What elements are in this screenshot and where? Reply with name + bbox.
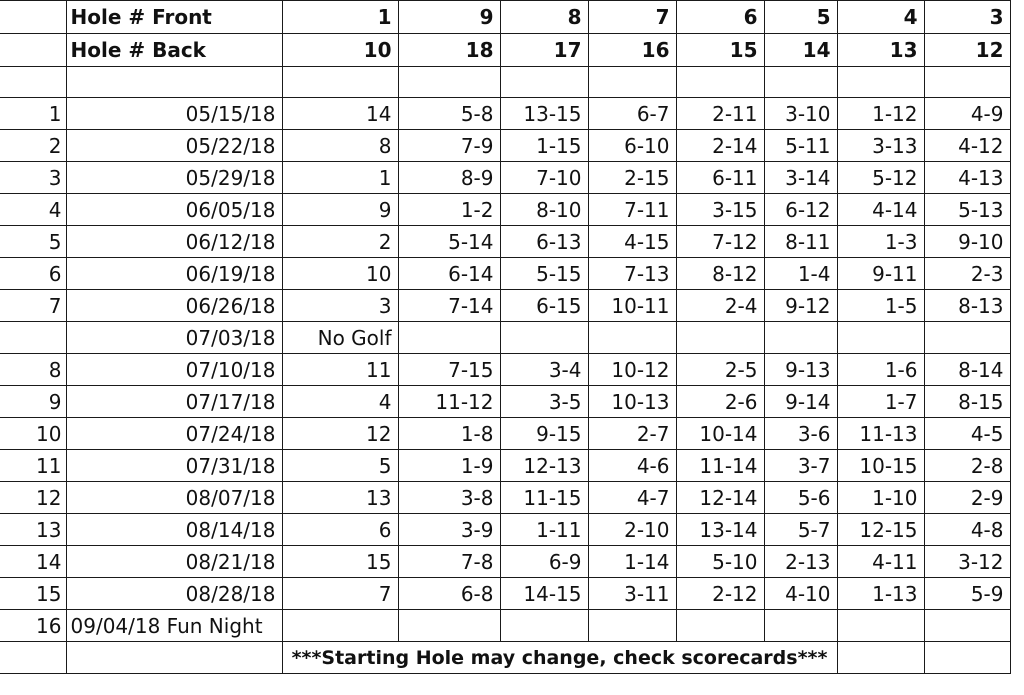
pairing-cell: 2-3 <box>924 258 1010 290</box>
week-date: 08/07/18 <box>66 482 282 514</box>
pairing-cell: 6-10 <box>588 130 676 162</box>
schedule-row <box>0 482 1010 514</box>
pairing-cell: 11 <box>282 354 398 386</box>
pairing-cell: 3-11 <box>588 578 676 610</box>
pairing-cell: 1-10 <box>837 482 924 514</box>
week-date: 07/24/18 <box>66 418 282 450</box>
empty-cell <box>837 642 924 674</box>
pairing-cell: 2 <box>282 226 398 258</box>
pairing-cell: 5-6 <box>764 482 837 514</box>
pairing-cell: 13-15 <box>500 98 588 130</box>
empty-cell <box>588 610 676 642</box>
week-date: 07/17/18 <box>66 386 282 418</box>
empty-cell <box>924 610 1010 642</box>
footnote-row <box>0 642 1010 674</box>
pairing-cell: 2-13 <box>764 546 837 578</box>
pairing-cell: 3-7 <box>764 450 837 482</box>
front-hole-8: 3 <box>924 1 1010 34</box>
pairing-cell: 5-7 <box>764 514 837 546</box>
pairing-cell: 14 <box>282 98 398 130</box>
pairing-cell: 3-9 <box>398 514 500 546</box>
week-number: 11 <box>0 450 66 482</box>
pairing-cell: 7-10 <box>500 162 588 194</box>
pairing-cell: 10-12 <box>588 354 676 386</box>
pairing-cell: 8-13 <box>924 290 1010 322</box>
pairing-cell: 2-7 <box>588 418 676 450</box>
back-hole-4: 16 <box>588 34 676 67</box>
week-number <box>0 322 66 354</box>
week-number: 9 <box>0 386 66 418</box>
back-holes-row <box>0 34 1010 67</box>
pairing-cell: 1-6 <box>837 354 924 386</box>
schedule-row <box>0 546 1010 578</box>
week-date: 06/12/18 <box>66 226 282 258</box>
front-hole-5: 6 <box>676 1 764 34</box>
pairing-cell: 1-14 <box>588 546 676 578</box>
week-number: 13 <box>0 514 66 546</box>
empty-cell <box>837 67 924 98</box>
week-date: 08/28/18 <box>66 578 282 610</box>
pairing-cell: 2-11 <box>676 98 764 130</box>
week-number: 1 <box>0 98 66 130</box>
week-number: 10 <box>0 418 66 450</box>
week-date: 05/22/18 <box>66 130 282 162</box>
week-number: 16 <box>0 610 66 642</box>
pairing-cell: 4 <box>282 386 398 418</box>
week-date: 05/15/18 <box>66 98 282 130</box>
schedule-row <box>0 386 1010 418</box>
pairing-cell: 6-12 <box>764 194 837 226</box>
fun-night-row <box>0 610 1010 642</box>
pairing-cell: 1-13 <box>837 578 924 610</box>
pairing-cell: 4-9 <box>924 98 1010 130</box>
pairing-cell: 12-14 <box>676 482 764 514</box>
empty-cell <box>676 610 764 642</box>
pairing-cell: 5-12 <box>837 162 924 194</box>
pairing-cell: 2-9 <box>924 482 1010 514</box>
pairing-cell: 3-14 <box>764 162 837 194</box>
empty-cell <box>837 610 924 642</box>
front-hole-2: 9 <box>398 1 500 34</box>
pairing-cell: 6-7 <box>588 98 676 130</box>
front-hole-7: 4 <box>837 1 924 34</box>
pairing-cell: 6-11 <box>676 162 764 194</box>
pairing-cell: 4-5 <box>924 418 1010 450</box>
empty-cell <box>500 610 588 642</box>
pairing-cell: 13 <box>282 482 398 514</box>
pairing-cell: 7-14 <box>398 290 500 322</box>
empty-cell <box>0 67 66 98</box>
pairing-cell: 7-15 <box>398 354 500 386</box>
schedule-row <box>0 162 1010 194</box>
pairing-cell: 9 <box>282 194 398 226</box>
pairing-cell <box>764 322 837 354</box>
pairing-cell: 6-13 <box>500 226 588 258</box>
schedule-row <box>0 418 1010 450</box>
schedule-row <box>0 578 1010 610</box>
front-hole-3: 8 <box>500 1 588 34</box>
schedule-row <box>0 290 1010 322</box>
pairing-cell: 3 <box>282 290 398 322</box>
pairing-cell: 1-15 <box>500 130 588 162</box>
pairing-cell: 4-6 <box>588 450 676 482</box>
pairing-cell: 1-11 <box>500 514 588 546</box>
week-date: 07/10/18 <box>66 354 282 386</box>
schedule-row <box>0 98 1010 130</box>
pairing-cell: 3-4 <box>500 354 588 386</box>
week-number: 3 <box>0 162 66 194</box>
pairing-cell: 10-14 <box>676 418 764 450</box>
pairing-cell: 7-11 <box>588 194 676 226</box>
week-date: 05/29/18 <box>66 162 282 194</box>
pairing-cell: 4-13 <box>924 162 1010 194</box>
pairing-cell: 10-11 <box>588 290 676 322</box>
pairing-cell: 8-9 <box>398 162 500 194</box>
header-week-cell <box>0 1 66 34</box>
schedule-row <box>0 258 1010 290</box>
pairing-cell: 3-6 <box>764 418 837 450</box>
front-hole-1: 1 <box>282 1 398 34</box>
pairing-cell: 6-15 <box>500 290 588 322</box>
pairing-cell: 1-2 <box>398 194 500 226</box>
empty-cell <box>66 642 282 674</box>
pairing-cell: 5-13 <box>924 194 1010 226</box>
empty-cell <box>282 610 398 642</box>
pairing-cell: 1 <box>282 162 398 194</box>
week-date: 08/14/18 <box>66 514 282 546</box>
week-date: 07/03/18 <box>66 322 282 354</box>
pairing-cell: 2-12 <box>676 578 764 610</box>
pairing-cell: 7-9 <box>398 130 500 162</box>
pairing-cell: 1-12 <box>837 98 924 130</box>
pairing-cell: No Golf <box>282 322 398 354</box>
empty-cell <box>676 67 764 98</box>
schedule-row <box>0 130 1010 162</box>
pairing-cell: 11-14 <box>676 450 764 482</box>
pairing-cell: 1-5 <box>837 290 924 322</box>
pairing-cell: 1-7 <box>837 386 924 418</box>
pairing-cell: 4-14 <box>837 194 924 226</box>
front-hole-4: 7 <box>588 1 676 34</box>
pairing-cell: 4-15 <box>588 226 676 258</box>
pairing-cell: 1-9 <box>398 450 500 482</box>
week-number: 4 <box>0 194 66 226</box>
back-hole-2: 18 <box>398 34 500 67</box>
week-date: 08/21/18 <box>66 546 282 578</box>
pairing-cell: 8-10 <box>500 194 588 226</box>
pairing-cell: 6-14 <box>398 258 500 290</box>
week-date: 06/19/18 <box>66 258 282 290</box>
pairing-cell: 9-11 <box>837 258 924 290</box>
empty-cell <box>282 67 398 98</box>
pairing-cell: 5 <box>282 450 398 482</box>
pairing-cell: 8-12 <box>676 258 764 290</box>
pairing-cell: 10 <box>282 258 398 290</box>
schedule-row <box>0 322 1010 354</box>
pairing-cell <box>588 322 676 354</box>
pairing-cell: 1-3 <box>837 226 924 258</box>
pairing-cell <box>500 322 588 354</box>
week-number: 15 <box>0 578 66 610</box>
pairing-cell: 12-13 <box>500 450 588 482</box>
pairing-cell <box>837 322 924 354</box>
pairing-cell: 2-6 <box>676 386 764 418</box>
pairing-cell: 8-11 <box>764 226 837 258</box>
pairing-cell: 3-8 <box>398 482 500 514</box>
back-hole-6: 14 <box>764 34 837 67</box>
pairing-cell: 2-4 <box>676 290 764 322</box>
pairing-cell: 4-8 <box>924 514 1010 546</box>
week-number: 14 <box>0 546 66 578</box>
pairing-cell: 8-14 <box>924 354 1010 386</box>
empty-cell <box>66 67 282 98</box>
pairing-cell: 5-9 <box>924 578 1010 610</box>
week-number: 5 <box>0 226 66 258</box>
back-hole-1: 10 <box>282 34 398 67</box>
empty-cell <box>398 610 500 642</box>
fun-night-label: 09/04/18 Fun Night <box>66 610 282 642</box>
empty-cell <box>924 642 1010 674</box>
back-hole-7: 13 <box>837 34 924 67</box>
empty-cell <box>924 67 1010 98</box>
week-date: 07/31/18 <box>66 450 282 482</box>
empty-cell <box>500 67 588 98</box>
pairing-cell: 5-10 <box>676 546 764 578</box>
pairing-cell: 3-15 <box>676 194 764 226</box>
schedule-row <box>0 514 1010 546</box>
schedule-row <box>0 226 1010 258</box>
pairing-cell: 5-8 <box>398 98 500 130</box>
footnote: ***Starting Hole may change, check scorecards*** <box>282 642 837 674</box>
pairing-cell: 13-14 <box>676 514 764 546</box>
pairing-cell <box>676 322 764 354</box>
back-hole-8: 12 <box>924 34 1010 67</box>
pairing-cell: 1-8 <box>398 418 500 450</box>
pairing-cell: 2-8 <box>924 450 1010 482</box>
pairing-cell: 2-15 <box>588 162 676 194</box>
pairing-cell: 10-13 <box>588 386 676 418</box>
pairing-cell: 1-4 <box>764 258 837 290</box>
front-holes-row <box>0 1 1010 34</box>
pairing-cell: 2-5 <box>676 354 764 386</box>
pairing-cell: 9-14 <box>764 386 837 418</box>
pairing-cell: 7-12 <box>676 226 764 258</box>
week-number: 12 <box>0 482 66 514</box>
empty-cell <box>0 642 66 674</box>
week-number: 2 <box>0 130 66 162</box>
week-number: 6 <box>0 258 66 290</box>
empty-cell <box>588 67 676 98</box>
pairing-cell: 5-15 <box>500 258 588 290</box>
week-number: 8 <box>0 354 66 386</box>
pairing-cell: 7 <box>282 578 398 610</box>
pairing-cell: 9-13 <box>764 354 837 386</box>
pairing-cell: 8 <box>282 130 398 162</box>
pairing-cell: 6-8 <box>398 578 500 610</box>
pairing-cell: 12 <box>282 418 398 450</box>
front-holes-label: Hole # Front <box>66 1 282 34</box>
pairing-cell: 9-15 <box>500 418 588 450</box>
empty-cell <box>764 67 837 98</box>
schedule-row <box>0 194 1010 226</box>
pairing-cell: 7-13 <box>588 258 676 290</box>
pairing-cell: 4-12 <box>924 130 1010 162</box>
pairing-cell: 6-9 <box>500 546 588 578</box>
empty-cell <box>398 67 500 98</box>
pairing-cell: 3-13 <box>837 130 924 162</box>
empty-cell <box>764 610 837 642</box>
header-week-cell <box>0 34 66 67</box>
week-number: 7 <box>0 290 66 322</box>
pairing-cell: 9-10 <box>924 226 1010 258</box>
pairing-cell: 3-5 <box>500 386 588 418</box>
schedule-row <box>0 354 1010 386</box>
pairing-cell: 2-14 <box>676 130 764 162</box>
week-date: 06/05/18 <box>66 194 282 226</box>
pairing-cell: 12-15 <box>837 514 924 546</box>
pairing-cell <box>398 322 500 354</box>
pairing-cell: 4-7 <box>588 482 676 514</box>
pairing-cell: 4-10 <box>764 578 837 610</box>
pairing-cell: 5-14 <box>398 226 500 258</box>
pairing-cell: 3-12 <box>924 546 1010 578</box>
pairing-cell: 3-10 <box>764 98 837 130</box>
pairing-cell <box>924 322 1010 354</box>
pairing-cell: 14-15 <box>500 578 588 610</box>
back-holes-label: Hole # Back <box>66 34 282 67</box>
back-hole-5: 15 <box>676 34 764 67</box>
pairing-cell: 15 <box>282 546 398 578</box>
spacer-row <box>0 67 1010 98</box>
schedule-row <box>0 450 1010 482</box>
pairing-cell: 9-12 <box>764 290 837 322</box>
pairing-cell: 5-11 <box>764 130 837 162</box>
pairing-cell: 6 <box>282 514 398 546</box>
pairing-cell: 8-15 <box>924 386 1010 418</box>
pairing-cell: 11-13 <box>837 418 924 450</box>
pairing-cell: 11-15 <box>500 482 588 514</box>
pairing-cell: 4-11 <box>837 546 924 578</box>
pairing-cell: 11-12 <box>398 386 500 418</box>
back-hole-3: 17 <box>500 34 588 67</box>
pairing-cell: 10-15 <box>837 450 924 482</box>
pairing-cell: 7-8 <box>398 546 500 578</box>
week-date: 06/26/18 <box>66 290 282 322</box>
front-hole-6: 5 <box>764 1 837 34</box>
pairing-cell: 2-10 <box>588 514 676 546</box>
